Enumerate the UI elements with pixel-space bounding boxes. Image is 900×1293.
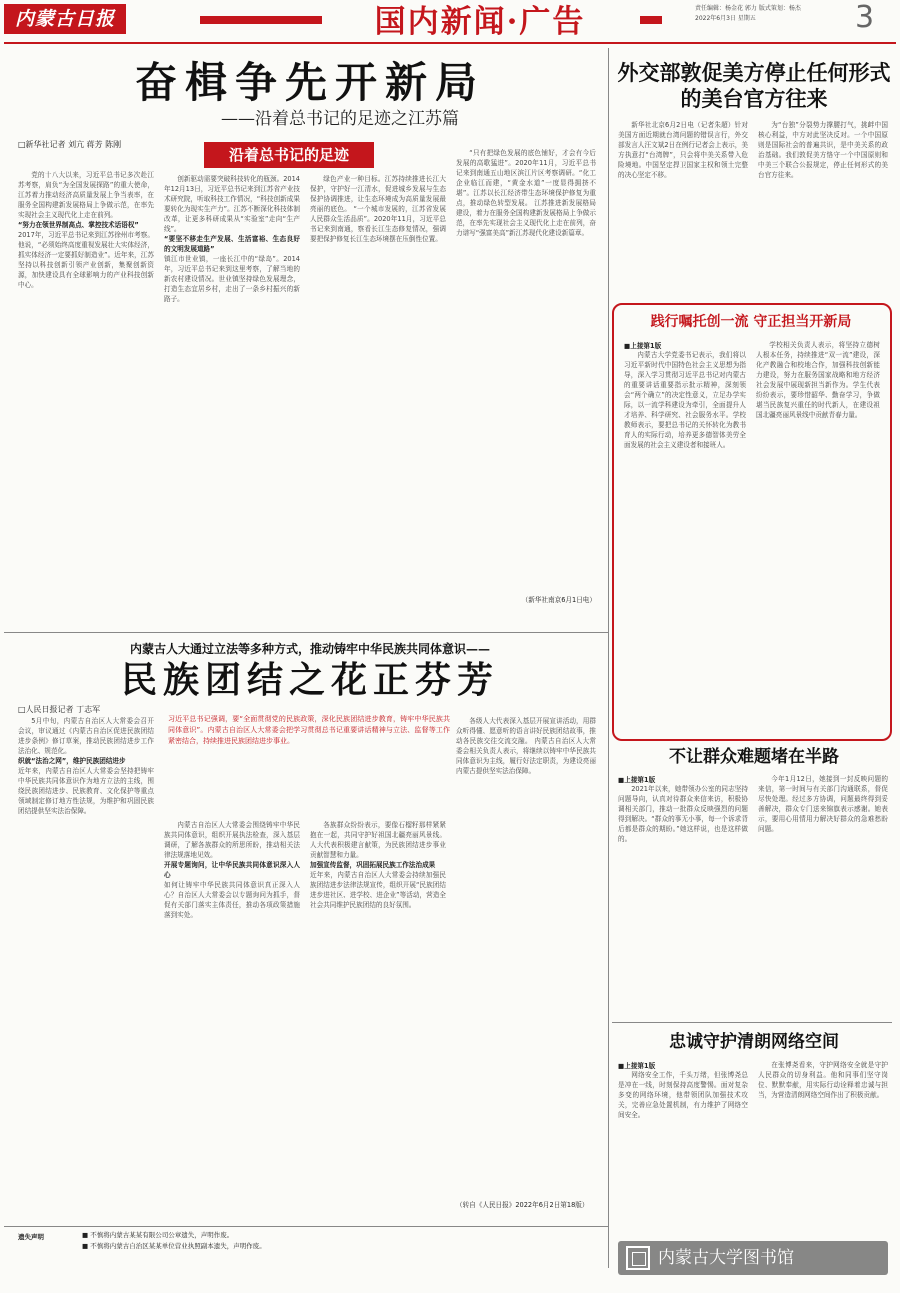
editor-credits (695, 4, 845, 24)
foreign-column-2: 为“台独”分裂势力撑腰打气，挑衅中国核心利益，中方对此坚决反对。一个中国原则是国际社会的普遍共识，是中美关系的政治基础。我们敦促美方恪守一个中国原则和中美三个联合公报规定，停止任何形式的美台官方往来。 (758, 121, 888, 179)
section-divider (612, 1022, 892, 1023)
masthead-bar-left (200, 16, 322, 24)
network-column-2: 在张博尧看来，守护网络安全就是守护人民群众的切身利益。他和同事们坚守岗位、默默奉献，用实际行动诠释着忠诚与担当，为营造清朗网络空间作出了积极贡献。 (758, 1061, 888, 1099)
masthead-rule (4, 42, 896, 44)
network-column-1: 网络安全工作，千头万绪，但张博尧总是冲在一线，时刻保持高度警惕。面对复杂多变的网络环境，他带领团队加强技术攻关，完善应急处置机制，有力维护了网络空间安全。 (618, 1071, 748, 1119)
lead-credit: （新华社南京6月1日电） (521, 596, 596, 604)
foreign-column-1: 新华社北京6月2日电（记者朱超）针对美国方面近期就台湾问题的错误言行，外交部发言人汪文斌2日在例行记者会上表示，美方执意打“台湾牌”，只会将中美关系带入危险境地。中国坚定捍卫国家主权和领土完整的决心坚定不移。 (618, 121, 748, 179)
unity-subhead: 开展专题询问，让中华民族共同体意识深入人心 (164, 861, 300, 879)
lead-headline: 奋楫争先开新局 (134, 58, 485, 107)
unity-paragraph: 各级人大代表深入基层开展宣讲活动，用群众听得懂、愿意听的语言讲好民族团结故事，推动各民族交往交流交融。 (456, 717, 596, 745)
notice-item: ■ 不慎将内蒙古某某有限公司公章遗失，声明作废。 (82, 1231, 234, 1239)
unity-paragraph: 内蒙古自治区人大常委会相关负责人表示，将继续以铸牢中华民族共同体意识为主线，履行好法定职责，为建设亮丽内蒙古提供坚实法治保障。 (456, 737, 596, 775)
lead-column-3 (310, 174, 446, 620)
footer-notices (82, 1230, 602, 1252)
lead-column-2 (164, 174, 300, 620)
newspaper-logo: 内蒙古日报 (4, 4, 126, 34)
lead-column-4 (456, 148, 596, 588)
unity-paragraph: 近年来，内蒙古自治区人大常委会坚持把铸牢中华民族共同体意识作为地方立法的主线，围绕民族团结进步、民族教育、文化保护等重点领域制定修订地方性法规，为维护和巩固民族团结提供坚实法治保障。 (18, 767, 154, 815)
watermark-text: 内蒙古大学图书馆 (658, 1248, 794, 1268)
unity-paragraph: 5月中旬，内蒙古自治区人大常委会召开会议，审议通过《内蒙古自治区促进民族团结进步条例》修订草案，推动民族团结进步工作法治化、规范化。 (18, 717, 154, 755)
complaints-column-1: 2021年以来，她带领办公室的同志坚持问题导向，认真对待群众来信来访，积极协调相关部门，推动一批群众反映强烈的问题得到解决。“群众的事无小事，每一个诉求背后都是群众的期盼。”她这样说，也是这样做的。 (618, 785, 748, 843)
unity-subhead: 织就“法治之网”，维护民族团结进步 (18, 757, 126, 765)
column-divider (608, 48, 609, 1268)
lead-byline: □新华社记者 刘亢 蒋芳 陈刚 (18, 140, 122, 149)
unity-kicker: 内蒙古人大通过立法等多种方式，推动铸牢中华民族共同体意识—— (129, 642, 490, 656)
network-headline: 忠诚守护清朗网络空间 (669, 1032, 839, 1052)
unity-column-4 (456, 716, 596, 1196)
footer-rule (4, 1226, 608, 1227)
campus-column-2: 学校相关负责人表示，将坚持立德树人根本任务，持续推进“双一流”建设，深化产教融合和校地合作，加强科技创新能力建设，努力在服务国家战略和地方经济社会发展中展现新担当新作为。学生代表纷纷表示，要珍惜韶华、勤奋学习，争做堪当民族复兴重任的时代新人，在建设祖国北疆亮丽风景线中贡献青春力量。 (756, 341, 880, 419)
section-title: 国内新闻·广告 (374, 4, 586, 40)
unity-byline: □人民日报记者 丁志军 (18, 705, 101, 714)
library-seal-icon (626, 1246, 650, 1270)
lead-paragraph: 创新驱动需要突破科技转化的瓶颈。2014年12月13日，习近平总书记来到江苏省产业技术研究院，听取科技工作情况，“科技创新成果要转化为现实生产力”。江苏不断深化科技体制改革，让更多科研成果从“实验室”走向“生产线”。 (164, 175, 300, 233)
unity-pull-quote: 习近平总书记强调，要“全面贯彻党的民族政策，深化民族团结进步教育，铸牢中华民族共同体意识”。内蒙古自治区人大常委会把学习贯彻总书记重要讲话精神与立法、监督等工作紧密结合，持续推进民族团结进步事业。 (168, 715, 450, 745)
page-number: 3 (855, 0, 875, 35)
lead-paragraph: “一个城市发展的，江苏省发展人民群众生活品质”。2020年11月，习近平总书记来到南通，察看长江生态修复情况，强调要把保护修复长江生态环境摆在压倒性位置。 (310, 205, 446, 243)
footer-label: 遗失声明 (18, 1233, 44, 1241)
lead-paragraph: “只有把绿色发展的底色铺好，才会有今后发展的高歌猛进”。2020年11月，习近平总书记来到南通五山地区滨江片区考察调研。“化工企业临江而建，“黄金水道”一度显得拥挤不堪”。江苏以长江经济带生态环境保护修复为重点，推动绿色转型发展。 (456, 149, 596, 207)
section-divider (4, 632, 608, 633)
complaints-headline: 不让群众难题堵在半路 (669, 747, 839, 767)
masthead-bar-right (640, 16, 662, 24)
unity-column-2 (164, 820, 300, 1220)
notice-item: ■ 不慎将内蒙古自治区某某单位营业执照副本遗失，声明作废。 (82, 1242, 266, 1250)
library-watermark (618, 1241, 888, 1275)
campus-source: ■上接第1版 (624, 342, 662, 350)
unity-subhead: 加强宣传监督，巩固拓展民族工作法治成果 (310, 861, 436, 869)
lead-paragraph: 绿色产业一种目标。江苏持续推进长江大保护，守护好一江清水，促进城乡发展与生态保护协调推进，让生态环境成为高质量发展最亮丽的底色。 (310, 175, 446, 213)
campus-column-1: 内蒙古大学党委书记表示，我们将以习近平新时代中国特色社会主义思想为指导，深入学习贯彻习近平总书记对内蒙古的重要讲话重要指示批示精神，深刻领会“两个确立”的决定性意义，立足办学实际，以一流学科建设为牵引，全面提升人才培养、科学研究、社会服务水平。学校教师表示，要把总书记的关怀转化为教书育人的实际行动，培养更多德智体美劳全面发展的社会主义建设者和接班人。 (624, 351, 746, 449)
campus-headline: 践行嘱托创一流 守正担当开新局 (650, 314, 852, 330)
series-banner: 沿着总书记的足迹 (204, 142, 374, 168)
lead-subhead: “要坚不移走生产发展、生活富裕、生态良好的文明发展道路” (164, 235, 300, 253)
unity-paragraph: 如何让铸牢中华民族共同体意识真正深入人心？自治区人大常委会以专题询问为抓手，督促有关部门落实主体责任，推动各项政策措施落到实处。 (164, 881, 300, 919)
lead-paragraph: 党的十八大以来，习近平总书记多次赴江苏考察，肩负“为全国发展探路”的重大使命，江苏着力推动经济高质量发展上争当表率，在服务全国构建新发展格局上争做示范，在率先实现社会主义现代化上走在前列。 (18, 171, 154, 219)
unity-paragraph: 各族群众纷纷表示，要像石榴籽那样紧紧抱在一起，共同守护好祖国北疆亮丽风景线。人大代表积极建言献策，为民族团结进步事业贡献智慧和力量。 (310, 821, 446, 859)
unity-column-3 (310, 820, 446, 1220)
lead-subhead: “努力在领世界制高点、掌控技术话语权” (18, 221, 139, 229)
date-line: 2022年6月3日 星期五 (695, 15, 756, 22)
editor-line: 责任编辑：杨金花 郭力 版式策划：杨杰 (695, 5, 801, 12)
network-source: ■上接第1版 (618, 1062, 656, 1070)
unity-column-1 (18, 716, 154, 1216)
unity-headline: 民族团结之花正芬芳 (120, 659, 499, 701)
lead-subheadline: ——沿着总书记的足迹之江苏篇 (221, 109, 459, 129)
lead-paragraph: 镇江市世业镇，一座长江中的“绿岛”。2014年，习近平总书记来到这里考察，了解当地的新农村建设情况。世业镇坚持绿色发展理念，打造生态宜居乡村，走出了一条乡村振兴的新路子。 (164, 255, 300, 303)
foreign-headline: 外交部敦促美方停止任何形式的美台官方往来 (617, 60, 891, 111)
lead-column-1 (18, 170, 154, 620)
unity-credit: （转自《人民日报》2022年6月2日第18版） (456, 1201, 589, 1209)
unity-paragraph: 内蒙古自治区人大常委会围绕铸牢中华民族共同体意识，组织开展执法检查，深入基层调研，了解各族群众的所思所盼，推动相关法律法规落地见效。 (164, 821, 300, 859)
lead-paragraph: 江苏推进新发展格局建设，着力在服务全国构建新发展格局上争做示范，在率先实现社会主义现代化上走在前列，奋力谱写“强富美高”新江苏现代化建设新篇章。 (456, 199, 596, 237)
complaints-source: ■上接第1版 (618, 776, 656, 784)
unity-paragraph: 近年来，内蒙古自治区人大常委会持续加强民族团结进步法律法规宣传，组织开展“民族团结进步进社区、进学校、进企业”等活动，营造全社会共同维护民族团结的良好氛围。 (310, 871, 446, 909)
lead-paragraph: 2017年，习近平总书记来到江苏徐州市考察。他说，“必须始终高度重视发展壮大实体经济，抓实体经济一定要抓好制造业”。近年来，江苏坚持以科技创新引领产业创新，集聚创新资源，加快建设具有全球影响力的产业科技创新中心。 (18, 231, 154, 289)
complaints-column-2: 今年1月12日，她接到一封反映问题的来信，第一时间与有关部门沟通联系，督促尽快处理。经过多方协调，问题最终得到妥善解决，群众专门送来锦旗表示感谢。她表示，要用心用情用力解决好群众的急难愁盼问题。 (758, 775, 888, 833)
